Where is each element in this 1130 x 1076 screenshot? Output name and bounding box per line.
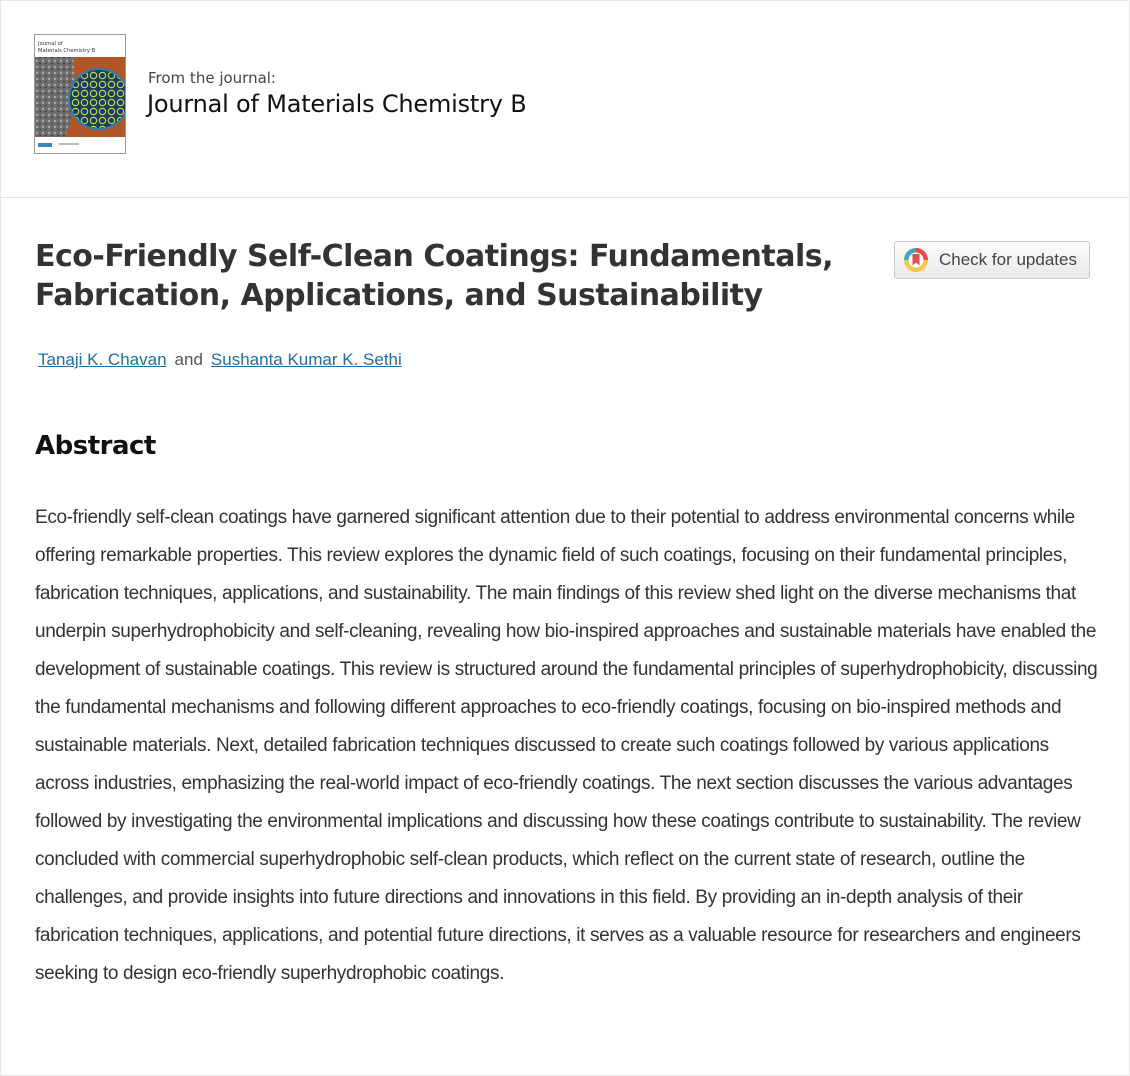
journal-header bbox=[1, 1, 1129, 198]
author-link[interactable]: Tanaji K. Chavan bbox=[38, 350, 167, 369]
svg-text:Materials Chemistry B: Materials Chemistry B bbox=[38, 48, 96, 54]
author-list bbox=[38, 350, 402, 370]
svg-text:Journal of: Journal of bbox=[38, 41, 63, 47]
check-for-updates-button[interactable] bbox=[894, 241, 1090, 279]
article-title: Eco-Friendly Self-Clean Coatings: Fundamentals, Fabrication, Applications, and Sustainability bbox=[35, 239, 833, 313]
journal-name[interactable]: Journal of Materials Chemistry B bbox=[147, 90, 527, 118]
author-link[interactable]: Sushanta Kumar K. Sethi bbox=[210, 350, 402, 369]
check-for-updates-label: Check for updates bbox=[939, 250, 1077, 269]
abstract-body: Eco-friendly self-clean coatings have garnered significant attention due to their potential to address environmental concerns while offering remarkable properties. This review explores the dynamic field of such coatings, focusing on their fundamental principles, fabrication techniques, applications, and sustainability. The main findings of this review shed light on the diverse mechanisms that underpin superhydrophobicity and self-cleaning, revealing how bio-inspired approaches and sustainable materials have enabled the development of sustainable coatings. This review is structured around the fundamental principles of superhydrophobicity, discussing the fundamental mechanisms and following different approaches to eco-friendly coatings, focusing on bio-inspired methods and sustainable materials. Next, detailed fabrication techniques discussed to create such coatings followed by various applications across industries, emphasizing the real-world impact of eco-friendly coatings. The next section discusses the various advantages followed by investigating the environmental implications and discussing how these coatings contribute to sustainability. The review concluded with commercial superhydrophobic self-clean products, which reflect on the current state of research, outline the challenges, and provide insights into future directions and innovations in this field. By providing an in-depth analysis of their fabrication techniques, applications, and potential future directions, it serves as a valuable resource for researchers and engineers seeking to design eco-friendly superhydrophobic coatings. bbox=[35, 507, 1098, 984]
abstract-heading: Abstract bbox=[35, 431, 156, 461]
author-separator: and bbox=[174, 350, 203, 369]
crossmark-icon bbox=[903, 247, 929, 273]
from-journal-label: From the journal: bbox=[148, 69, 276, 87]
journal-cover-image[interactable] bbox=[34, 34, 126, 154]
